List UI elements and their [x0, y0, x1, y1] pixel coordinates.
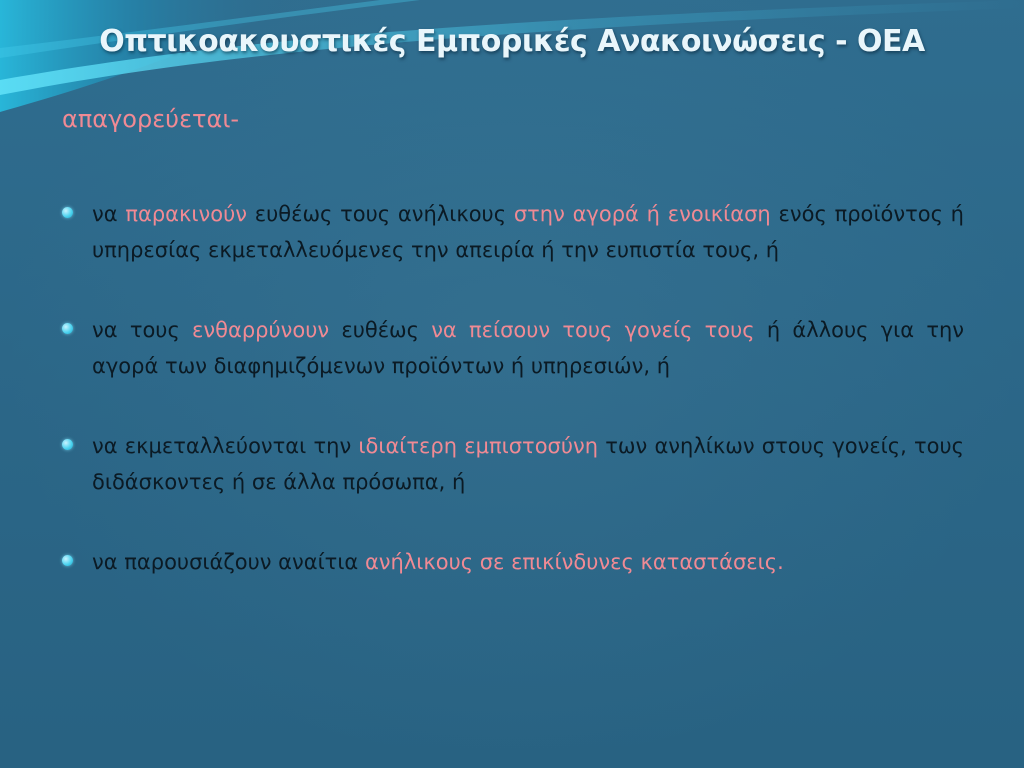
bullet-dot-icon [62, 555, 73, 566]
bullet-item-4 [58, 544, 964, 580]
text-segment: ευθέως [329, 318, 432, 342]
bullet-item-1 [58, 196, 964, 268]
slide-subtitle: απαγορεύεται- [62, 105, 240, 133]
text-segment: να [92, 202, 126, 226]
bullet-list [58, 196, 964, 624]
text-segment: ευθέως τους ανήλικους [246, 202, 514, 226]
slide-title: Οπτικοακουστικές Εμπορικές Ανακοινώσεις - ΟΕΑ [99, 24, 925, 59]
bullet-dot-icon [62, 207, 73, 218]
bullet-item-3 [58, 428, 964, 500]
highlighted-text: ανήλικους σε επικίνδυνες καταστάσεις. [364, 550, 784, 574]
highlighted-text: στην αγορά ή ενοικίαση [513, 202, 771, 226]
highlighted-text: ιδιαίτερη εμπιστοσύνη [358, 434, 599, 458]
bullet-dot-icon [62, 439, 73, 450]
highlighted-text: ενθαρρύνουν [192, 318, 330, 342]
highlighted-text: να πείσουν τους γονείς τους [431, 318, 755, 342]
text-segment: να τους [92, 318, 193, 342]
text-segment: των ανηλίκων στους γονείς, τους διδάσκοντες ή σε άλλα πρόσωπα, ή [92, 434, 964, 494]
highlighted-text: παρακινούν [125, 202, 247, 226]
text-segment: να εκμεταλλεύονται την [92, 434, 359, 458]
bullet-dot-icon [62, 323, 73, 334]
text-segment: ενός προϊόντος ή υπηρεσίας εκμεταλλευόμενες την απειρία ή την ευπιστία τους, ή [92, 202, 964, 262]
text-segment: ή άλλους για την αγορά των διαφημιζόμενων προϊόντων ή υπηρεσιών, ή [92, 318, 964, 378]
bullet-item-2 [58, 312, 964, 384]
text-segment: να παρουσιάζουν αναίτια [92, 550, 365, 574]
